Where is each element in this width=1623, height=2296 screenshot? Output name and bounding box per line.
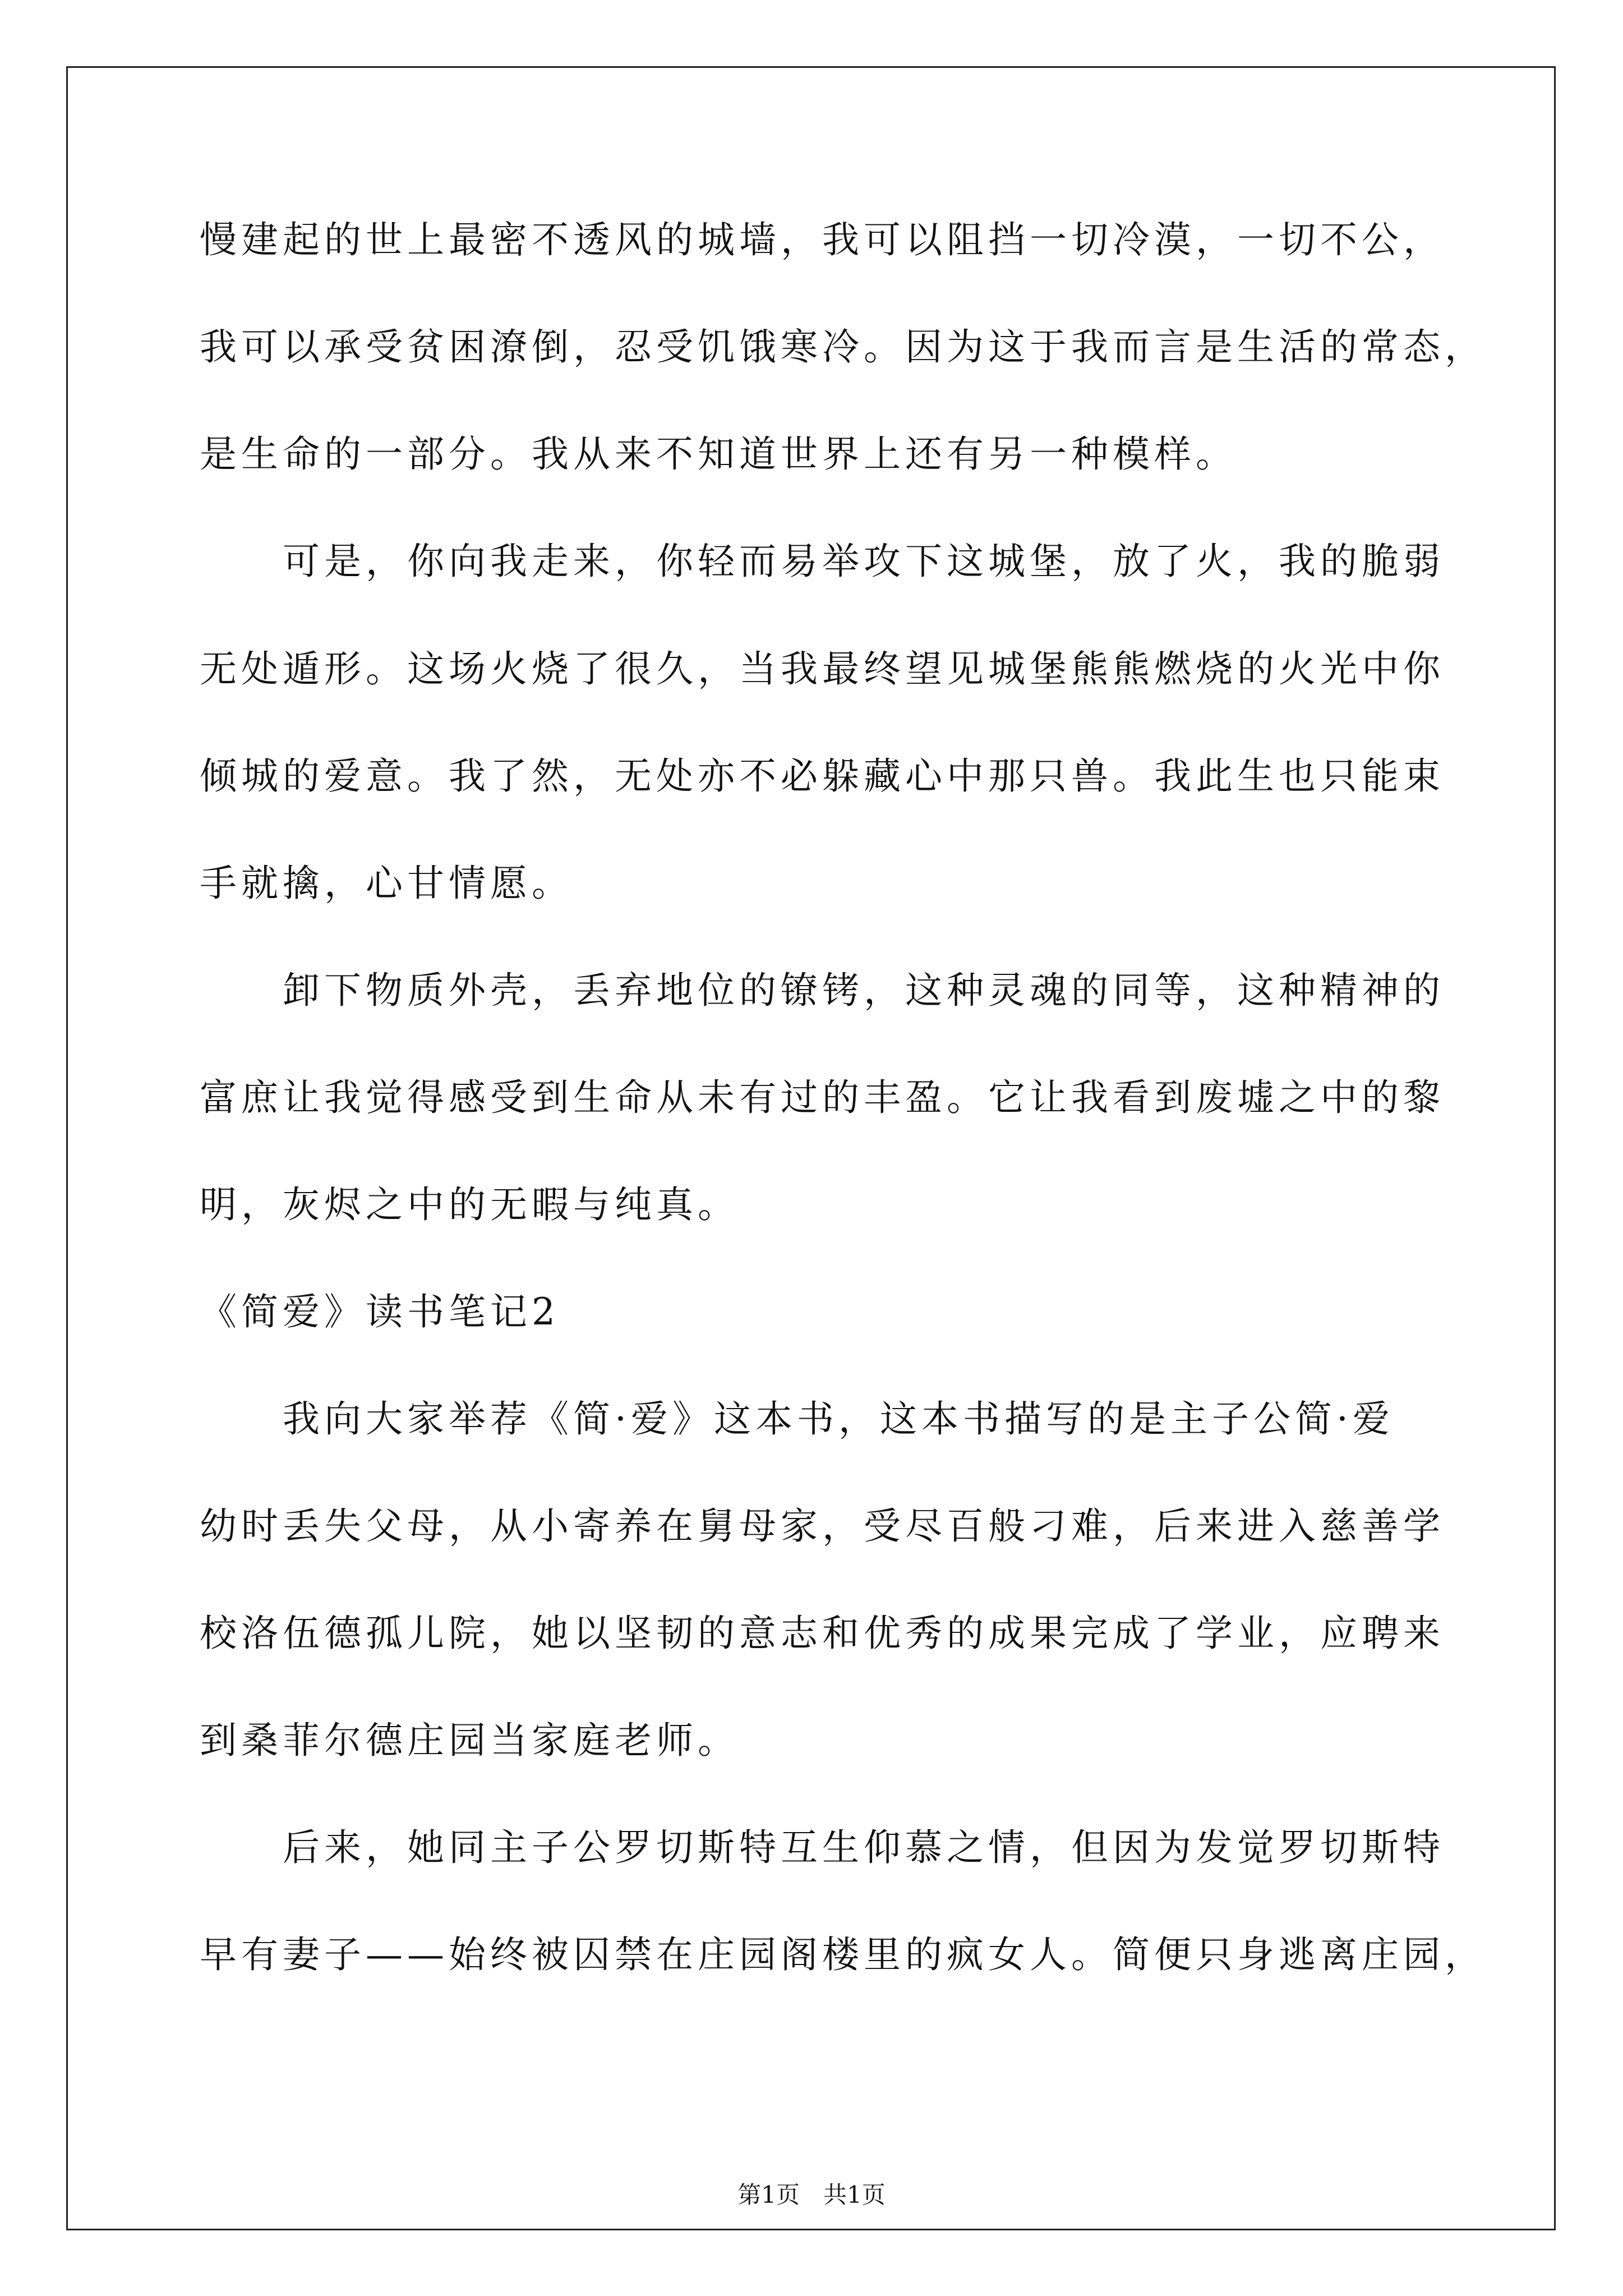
body-line: 倾城的爱意。我了然，无处亦不必躲藏心中那只兽。我此生也只能束 [200,754,1445,798]
page-border [66,66,1556,2230]
body-line: 明，灰烬之中的无暇与纯真。 [200,1183,739,1226]
body-line: 是生命的一部分。我从来不知道世界上还有另一种模样。 [200,432,1237,476]
body-line: 慢建起的世上最密不透风的城墙，我可以阻挡一切冷漠，一切不公， [200,218,1445,261]
body-line: 我向大家举荐《简·爱》这本书，这本书描写的是主子公简·爱 [200,1397,1394,1441]
body-line: 我可以承受贫困潦倒，忍受饥饿寒冷。因为这于我而言是生活的常态， [200,325,1486,369]
body-line: 可是，你向我走来，你轻而易举攻下这城堡，放了火，我的脆弱 [200,540,1445,583]
page-footer: 第1页 共1页 [737,2181,886,2208]
body-line: 后来，她同主子公罗切斯特互生仰慕之情，但因为发觉罗切斯特 [200,1826,1445,1869]
body-line: 早有妻子——始终被囚禁在庄园阁楼里的疯女人。简便只身逃离庄园， [200,1933,1486,1976]
body-line: 富庶让我觉得感受到生命从未有过的丰盈。它让我看到废墟之中的黎 [200,1076,1445,1119]
body-line: 校洛伍德孤儿院，她以坚韧的意志和优秀的成果完成了学业，应聘来 [200,1612,1445,1655]
body-line: 手就擒，心甘情愿。 [200,862,573,905]
section-heading: 《简爱》读书笔记2 [200,1290,560,1333]
body-line: 卸下物质外壳，丢弃地位的镣铐，这种灵魂的同等，这种精神的 [200,969,1445,1012]
body-line: 幼时丢失父母，从小寄养在舅母家，受尽百般刁难，后来进入慈善学 [200,1504,1445,1548]
body-line: 到桑菲尔德庄园当家庭老师。 [200,1719,739,1762]
body-line: 无处遁形。这场火烧了很久，当我最终望见城堡熊熊燃烧的火光中你 [200,647,1445,691]
